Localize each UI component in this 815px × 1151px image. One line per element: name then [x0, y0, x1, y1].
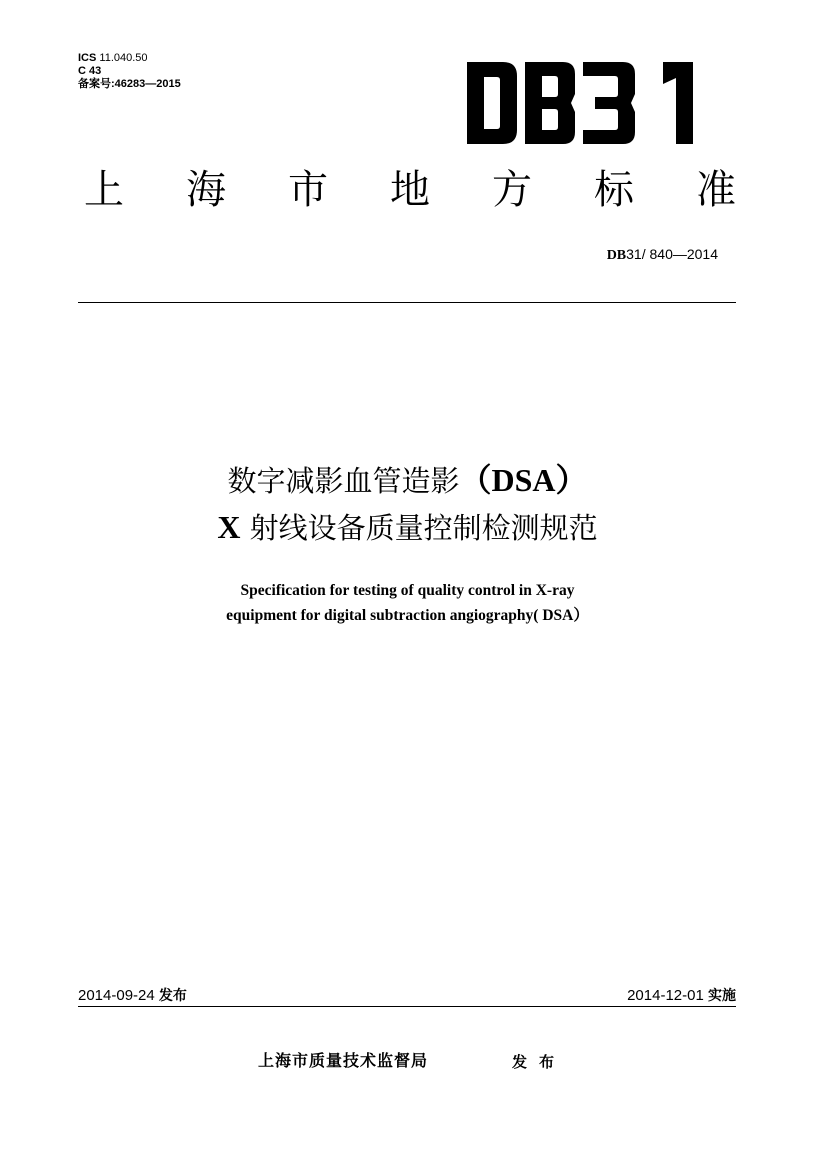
ics-value: 11.040.50 [99, 52, 148, 64]
chinese-title-main: 数字减影血管造影 [227, 464, 460, 498]
implement-date [627, 985, 736, 1005]
publish-date-word: 发布 [158, 988, 187, 1004]
document-meta [78, 52, 181, 91]
english-title-line-1: Specification for testing of quality control in X-ray [240, 582, 575, 599]
chinese-title-line-2 [0, 506, 815, 547]
footer-divider [78, 1006, 736, 1007]
title-char: 地 [390, 167, 430, 213]
chinese-title-rest: 射线设备质量控制检测规范 [240, 511, 598, 545]
title-char: 方 [492, 167, 532, 213]
publish-date-value: 2014-09-24 [78, 987, 155, 1004]
chinese-title-line-1 [0, 455, 815, 501]
issuing-authority: 上海市质量技术监督局 [258, 1051, 429, 1070]
chinese-title-x: X [217, 509, 241, 545]
title-char: 标 [594, 167, 634, 213]
implement-date-value: 2014-12-01 [627, 987, 704, 1004]
title-char: 海 [186, 167, 226, 213]
implement-date-word: 实施 [708, 988, 736, 1004]
header-divider [78, 302, 736, 303]
english-title-line-2: equipment for digital subtraction angiography( DSA） [226, 607, 589, 624]
standard-number-prefix: DB [606, 248, 627, 263]
chinese-title-abbrev: （DSA） [459, 462, 588, 498]
title-char: 上 [84, 167, 124, 213]
title-char: 市 [288, 167, 328, 213]
ics-code [78, 52, 181, 65]
issue-label: 发布 [512, 1053, 567, 1071]
ccs-code: C 43 [78, 65, 102, 77]
publish-date [78, 985, 187, 1005]
title-char: 准 [696, 167, 736, 213]
standard-number-rest: 31/ 840—2014 [626, 246, 718, 262]
standard-category-title [84, 166, 736, 214]
standard-number [607, 246, 718, 264]
db31-logo [467, 62, 693, 144]
record-number: 备案号:46283—2015 [78, 78, 181, 90]
ics-label: ICS [78, 52, 97, 64]
